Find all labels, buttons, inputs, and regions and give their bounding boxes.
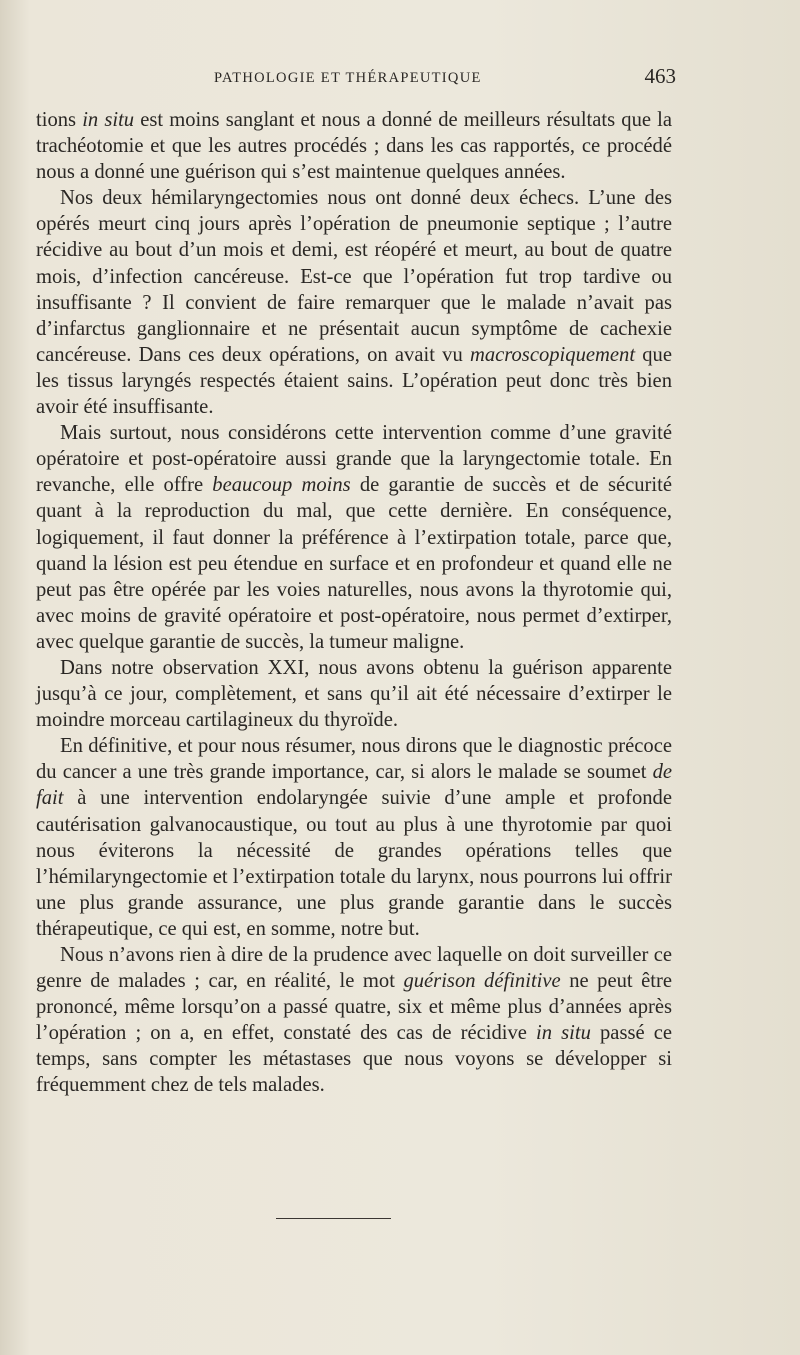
paragraph <box>36 107 672 185</box>
text-run: ne peut être prononcé, même lorsqu’on a passé quatre, six et même plus d’années après l’opération ; on a, en effet, constaté des cas de récidive <box>36 970 673 1045</box>
text-run: Nous n’avons rien à dire de la prudence avec laquelle on doit surveiller ce genre de malades ; car, en réalité, le mot <box>36 944 672 993</box>
text-run: Nos deux hémilaryngectomies nous ont donné deux échecs. L’une des opérés meurt cinq jours après l’opération de pneumonie septique ; l’autre récidive au bout d’un mois et demi, est réopéré et meurt, au bout de quatre mois, d’infection cancéreuse. Est-ce que l’opération fut trop tardive ou insuffisante ? Il convient de faire remarquer que le malade n’avait pas d’infarctus ganglionnaire et ne présentait aucun symptôme de cachexie cancéreuse. Dans ces deux opérations, on avait vu <box>36 187 672 366</box>
body-text <box>36 107 672 1099</box>
text-run: Mais surtout, nous considérons cette intervention comme d’une gravité opératoire et post-opératoire aussi grande que la laryngectomie totale. En revanche, elle offre <box>36 422 672 497</box>
text-run: tions <box>36 109 83 131</box>
end-rule <box>276 1218 391 1219</box>
italic-run: in situ <box>536 1022 591 1045</box>
text-run: passé ce temps, sans compter les métastases que nous voyons se développer si fréquemment chez de tels malades. <box>36 1022 673 1097</box>
italic-run: guérison définitive <box>403 970 561 993</box>
paragraph <box>36 942 672 1099</box>
text-run: à une intervention endolaryngée suivie d’une ample et profonde cautérisation galvanocaustique, ou tout au plus à une thyrotomie par quoi nous éviterons la nécessité de grandes opérations telles que l’hémilaryngectomie et l’extirpation totale du larynx, nous pourrons lui offrir une plus grande assurance, une plus grande garantie dans le succès thérapeutique, ce qui est, en somme, notre but. <box>36 787 672 940</box>
italic-run: beaucoup moins <box>212 474 351 497</box>
text-run: que les tissus laryngés respectés étaient sains. L’opération peut donc très bien avoir été insuffisante. <box>36 343 672 419</box>
paragraph <box>36 733 672 942</box>
text-run: est moins sanglant et nous a donné de meilleurs résultats que la trachéotomie et que les autres procédés ; dans les cas rapportés, ce procédé nous a donné une guérison qui s’est maintenue quelques années. <box>36 109 673 184</box>
text-run: En définitive, et pour nous résumer, nous dirons que le diagnostic précoce du cancer a une très grande importance, car, si alors le malade se soumet <box>36 735 672 784</box>
paragraph <box>36 655 672 733</box>
paragraph <box>36 185 672 420</box>
italic-run: in situ <box>82 109 135 131</box>
text-run: de garantie de succès et de sécurité quant à la reproduction du mal, que cette dernière. En conséquence, logiquement, il faut donner la préférence à l’extirpation totale, parce que, quand la lésion est peu étendue en surface et en profondeur et quand elle ne peut pas être opérée par les voies naturelles, nous avons la thyrotomie qui, avec moins de gravité opératoire et post-opératoire, nous permet d’extirper, avec quelque garantie de succès, la tumeur maligne. <box>36 474 672 653</box>
text-run: Dans notre observation XXI, nous avons obtenu la guérison apparente jusqu’à ce jour, complètement, et sans qu’il ait été nécessaire d’extirper le moindre morceau cartilagineux du thyroïde. <box>36 656 672 732</box>
running-title: PATHOLOGIE ET THÉRAPEUTIQUE <box>214 70 482 86</box>
page-header <box>36 62 676 92</box>
paragraph <box>36 420 672 655</box>
page-number: 463 <box>644 64 676 88</box>
italic-run: macroscopiquement <box>469 343 636 366</box>
italic-run: de fait <box>36 761 672 810</box>
